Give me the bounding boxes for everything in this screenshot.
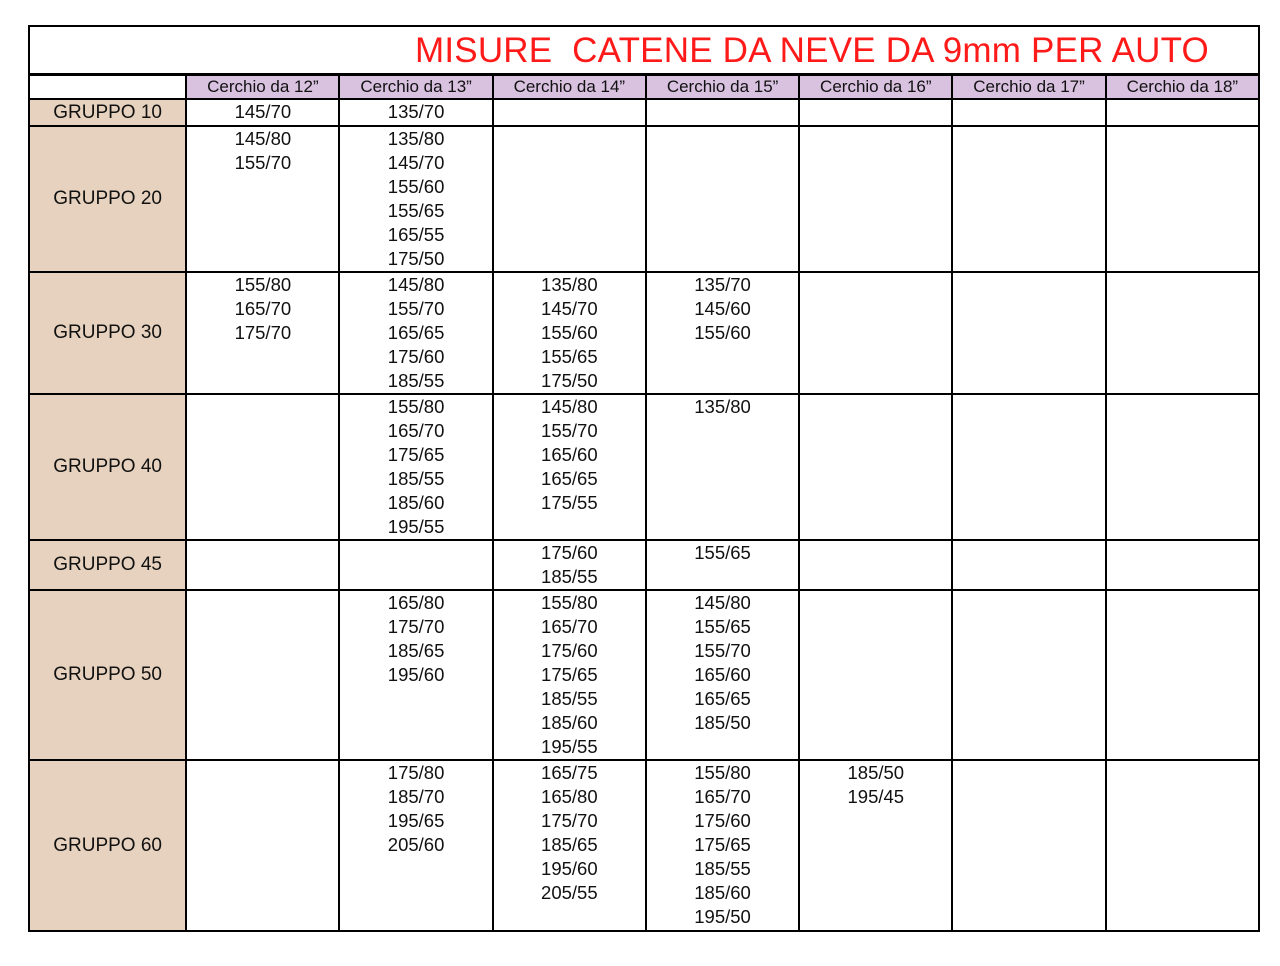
size-cell <box>339 99 492 126</box>
group-label: GRUPPO 30 <box>29 272 186 394</box>
tire-size: 195/60 <box>541 858 598 879</box>
tire-size: 135/70 <box>387 101 445 122</box>
size-cell <box>799 99 952 126</box>
size-cell <box>1106 99 1259 126</box>
size-cell <box>186 540 339 590</box>
tire-size: 175/55 <box>541 492 598 513</box>
tire-size: 155/70 <box>387 298 445 319</box>
size-cell <box>1106 760 1259 931</box>
tire-size: 155/60 <box>694 322 751 343</box>
tire-size: 155/65 <box>694 542 751 563</box>
size-cell <box>952 760 1105 931</box>
chain-size-table <box>28 74 1260 932</box>
tire-size: 185/65 <box>541 834 598 855</box>
size-cell <box>493 394 646 540</box>
tire-size: 165/80 <box>387 592 445 613</box>
size-cell <box>952 540 1105 590</box>
tire-size: 165/65 <box>541 468 598 489</box>
tire-size: 155/70 <box>694 640 751 661</box>
tire-size: 165/70 <box>387 420 445 441</box>
column-header-rim-16: Cerchio da 16” <box>799 75 952 99</box>
table-body <box>29 99 1259 931</box>
size-cell <box>646 540 799 590</box>
tire-size: 145/80 <box>694 592 751 613</box>
tire-size: 165/65 <box>387 322 445 343</box>
tire-size: 135/70 <box>694 274 751 295</box>
size-cell <box>799 540 952 590</box>
tire-size: 185/55 <box>541 688 598 709</box>
tire-size: 165/70 <box>234 298 292 319</box>
size-cell <box>339 540 492 590</box>
table-row <box>29 394 1259 540</box>
tire-size: 185/50 <box>694 712 751 733</box>
tire-size: 145/80 <box>234 128 292 149</box>
group-label: GRUPPO 60 <box>29 760 186 931</box>
size-cell <box>646 126 799 272</box>
tire-size: 205/60 <box>387 834 445 855</box>
tire-size: 185/55 <box>694 858 751 879</box>
size-cell <box>186 272 339 394</box>
tire-size: 185/60 <box>541 712 598 733</box>
size-cell <box>952 126 1105 272</box>
tire-size: 155/80 <box>387 396 445 417</box>
tire-size: 185/50 <box>847 762 905 783</box>
size-cell <box>799 760 952 931</box>
tire-size: 155/80 <box>234 274 292 295</box>
tire-size: 145/80 <box>541 396 598 417</box>
tire-size: 175/70 <box>234 322 292 343</box>
tire-size: 155/80 <box>694 762 751 783</box>
table-row <box>29 99 1259 126</box>
size-cell <box>799 590 952 760</box>
tire-size: 145/70 <box>234 101 292 122</box>
tire-size: 175/65 <box>694 834 751 855</box>
tire-size: 175/65 <box>541 664 598 685</box>
size-cell <box>799 272 952 394</box>
tire-size: 155/65 <box>541 346 598 367</box>
tire-size: 195/65 <box>387 810 445 831</box>
size-cell <box>646 590 799 760</box>
tire-size: 155/80 <box>541 592 598 613</box>
tire-size: 185/70 <box>387 786 445 807</box>
tire-size: 145/80 <box>387 274 445 295</box>
group-label: GRUPPO 10 <box>29 99 186 126</box>
tire-size: 185/65 <box>387 640 445 661</box>
column-header-rim-17: Cerchio da 17” <box>952 75 1105 99</box>
group-label: GRUPPO 20 <box>29 126 186 272</box>
page-title: MISURE CATENE DA NEVE DA 9mm PER AUTO <box>415 31 1209 70</box>
tire-size: 195/50 <box>694 906 751 927</box>
size-cell <box>339 126 492 272</box>
size-cell <box>493 272 646 394</box>
size-cell <box>493 760 646 931</box>
tire-size: 165/60 <box>694 664 751 685</box>
table-row <box>29 126 1259 272</box>
tire-size: 155/65 <box>694 616 751 637</box>
tire-size: 195/55 <box>541 736 598 757</box>
size-cell <box>493 126 646 272</box>
group-label: GRUPPO 40 <box>29 394 186 540</box>
tire-size: 155/65 <box>387 200 445 221</box>
tire-size: 175/60 <box>694 810 751 831</box>
size-cell <box>186 760 339 931</box>
tire-size: 205/55 <box>541 882 598 903</box>
size-cell <box>339 272 492 394</box>
tire-size: 155/70 <box>541 420 598 441</box>
header-row <box>29 75 1259 99</box>
tire-size: 175/65 <box>387 444 445 465</box>
tire-size: 175/60 <box>541 640 598 661</box>
size-cell <box>1106 540 1259 590</box>
tire-size: 165/60 <box>541 444 598 465</box>
tire-size: 185/60 <box>387 492 445 513</box>
tire-size: 175/80 <box>387 762 445 783</box>
tire-size: 175/70 <box>541 810 598 831</box>
tire-size: 165/55 <box>387 224 445 245</box>
group-label: GRUPPO 50 <box>29 590 186 760</box>
header-corner <box>29 75 186 99</box>
size-cell <box>1106 590 1259 760</box>
tire-size: 175/50 <box>541 370 598 391</box>
size-cell <box>646 99 799 126</box>
size-cell <box>493 540 646 590</box>
tire-size: 145/60 <box>694 298 751 319</box>
size-cell <box>186 590 339 760</box>
tire-size: 195/55 <box>387 516 445 537</box>
size-cell <box>646 394 799 540</box>
column-header-rim-14: Cerchio da 14” <box>493 75 646 99</box>
tire-size: 185/55 <box>387 370 445 391</box>
size-cell <box>186 126 339 272</box>
column-header-rim-13: Cerchio da 13” <box>339 75 492 99</box>
size-cell <box>339 394 492 540</box>
tire-size: 135/80 <box>694 396 751 417</box>
tire-size: 145/70 <box>387 152 445 173</box>
tire-size: 195/45 <box>847 786 905 807</box>
size-cell <box>493 99 646 126</box>
size-cell <box>952 99 1105 126</box>
size-cell <box>646 272 799 394</box>
tire-size: 165/65 <box>694 688 751 709</box>
tire-size: 195/60 <box>387 664 445 685</box>
size-cell <box>339 590 492 760</box>
tire-size: 175/70 <box>387 616 445 637</box>
size-cell <box>799 126 952 272</box>
title-bar <box>28 25 1260 74</box>
tire-size: 145/70 <box>541 298 598 319</box>
size-cell <box>952 272 1105 394</box>
tire-size: 175/60 <box>541 542 598 563</box>
size-cell <box>186 99 339 126</box>
tire-size: 135/80 <box>387 128 445 149</box>
size-cell <box>339 760 492 931</box>
size-cell <box>646 760 799 931</box>
tire-size: 175/50 <box>387 248 445 269</box>
tire-size: 165/75 <box>541 762 598 783</box>
size-cell <box>1106 394 1259 540</box>
tire-size: 155/60 <box>541 322 598 343</box>
table-row <box>29 590 1259 760</box>
tire-size: 135/80 <box>541 274 598 295</box>
group-label: GRUPPO 45 <box>29 540 186 590</box>
size-cell <box>1106 272 1259 394</box>
column-header-rim-12: Cerchio da 12” <box>186 75 339 99</box>
tire-size: 155/70 <box>234 152 292 173</box>
table-row <box>29 272 1259 394</box>
table-row <box>29 760 1259 931</box>
table-row <box>29 540 1259 590</box>
tire-size: 185/55 <box>541 566 598 587</box>
tire-size: 175/60 <box>387 346 445 367</box>
column-header-rim-15: Cerchio da 15” <box>646 75 799 99</box>
tire-size: 165/70 <box>541 616 598 637</box>
size-cell <box>952 590 1105 760</box>
size-cell <box>493 590 646 760</box>
tire-size: 165/80 <box>541 786 598 807</box>
tire-size: 155/60 <box>387 176 445 197</box>
tire-size: 185/55 <box>387 468 445 489</box>
tire-size: 165/70 <box>694 786 751 807</box>
size-cell <box>952 394 1105 540</box>
size-cell <box>1106 126 1259 272</box>
sizes-sheet <box>28 25 1260 932</box>
size-cell <box>186 394 339 540</box>
size-cell <box>799 394 952 540</box>
column-header-rim-18: Cerchio da 18” <box>1106 75 1259 99</box>
tire-size: 185/60 <box>694 882 751 903</box>
